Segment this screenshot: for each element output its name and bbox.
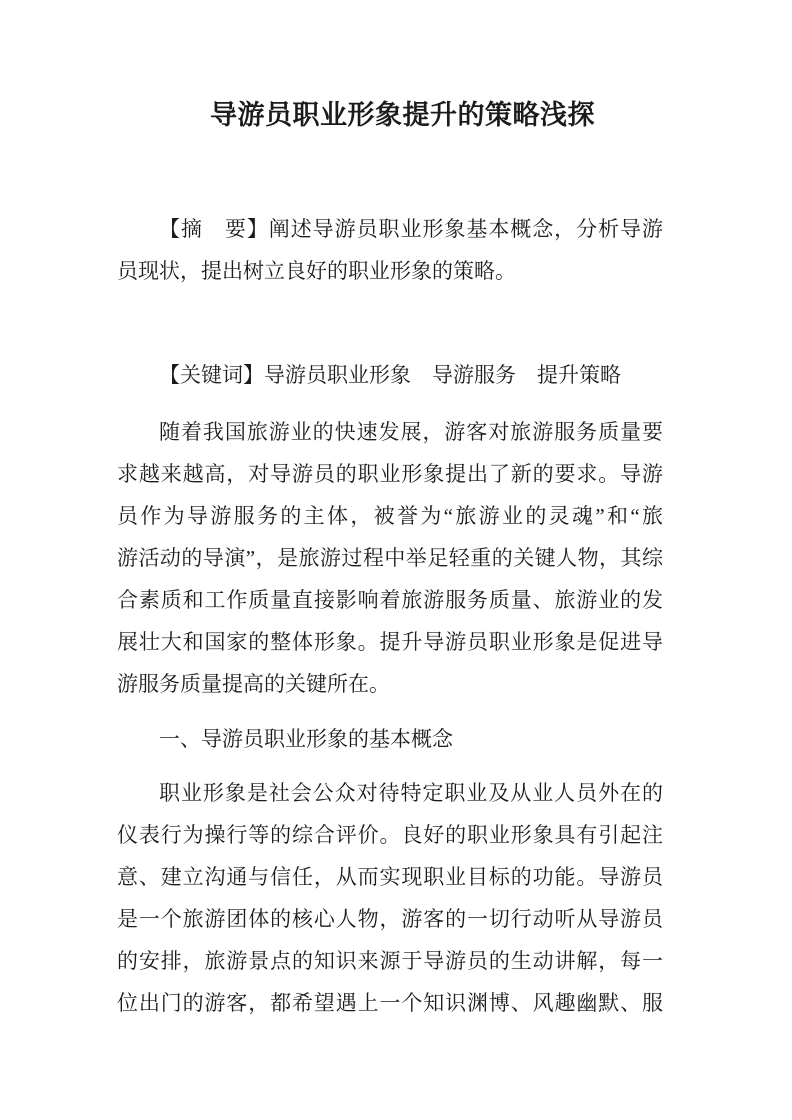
text-line: 意、建立沟通与信任，从而实现职业目标的功能。导游员 bbox=[117, 865, 663, 889]
text-line: 位出门的游客，都希望遇上一个知识渊博、风趣幽默、服 bbox=[117, 991, 663, 1015]
text-line: 职业形象是社会公众对待特定职业及从业人员外在的 bbox=[159, 781, 663, 805]
body-paragraph-1 bbox=[117, 411, 663, 705]
text-line: 随着我国旅游业的快速发展，游客对旅游服务质量要 bbox=[159, 420, 663, 444]
text-line: 游服务质量提高的关键所在。 bbox=[117, 672, 390, 696]
section-heading: 一、导游员职业形象的基本概念 bbox=[159, 727, 453, 751]
keywords-line: 【关键词】导游员职业形象 导游服务 提升策略 bbox=[159, 363, 621, 387]
body-paragraph-2 bbox=[117, 772, 663, 1024]
abstract-line: 【摘 要】阐述导游员职业形象基本概念，分析导游 bbox=[159, 217, 663, 241]
text-line: 展壮大和国家的整体形象。提升导游员职业形象是促进导 bbox=[117, 630, 663, 654]
text-line: 是一个旅游团体的核心人物，游客的一切行动听从导游员 bbox=[117, 907, 663, 931]
document-title: 导游员职业形象提升的策略浅探 bbox=[210, 100, 595, 130]
text-line: 员作为导游服务的主体，被誉为“旅游业的灵魂”和“旅 bbox=[117, 504, 663, 528]
section-heading-block bbox=[117, 718, 663, 760]
abstract-line: 员现状，提出树立良好的职业形象的策略。 bbox=[117, 259, 516, 283]
text-line: 求越来越高，对导游员的职业形象提出了新的要求。导游 bbox=[117, 462, 663, 486]
text-line: 仪表行为操行等的综合评价。良好的职业形象具有引起注 bbox=[117, 823, 663, 847]
text-line: 合素质和工作质量直接影响着旅游服务质量、旅游业的发 bbox=[117, 588, 663, 612]
abstract-paragraph bbox=[117, 208, 663, 292]
keywords-paragraph bbox=[117, 354, 663, 396]
text-line: 游活动的导演”，是旅游过程中举足轻重的关键人物，其综 bbox=[117, 546, 663, 570]
text-line: 的安排，旅游景点的知识来源于导游员的生动讲解，每一 bbox=[117, 949, 663, 973]
